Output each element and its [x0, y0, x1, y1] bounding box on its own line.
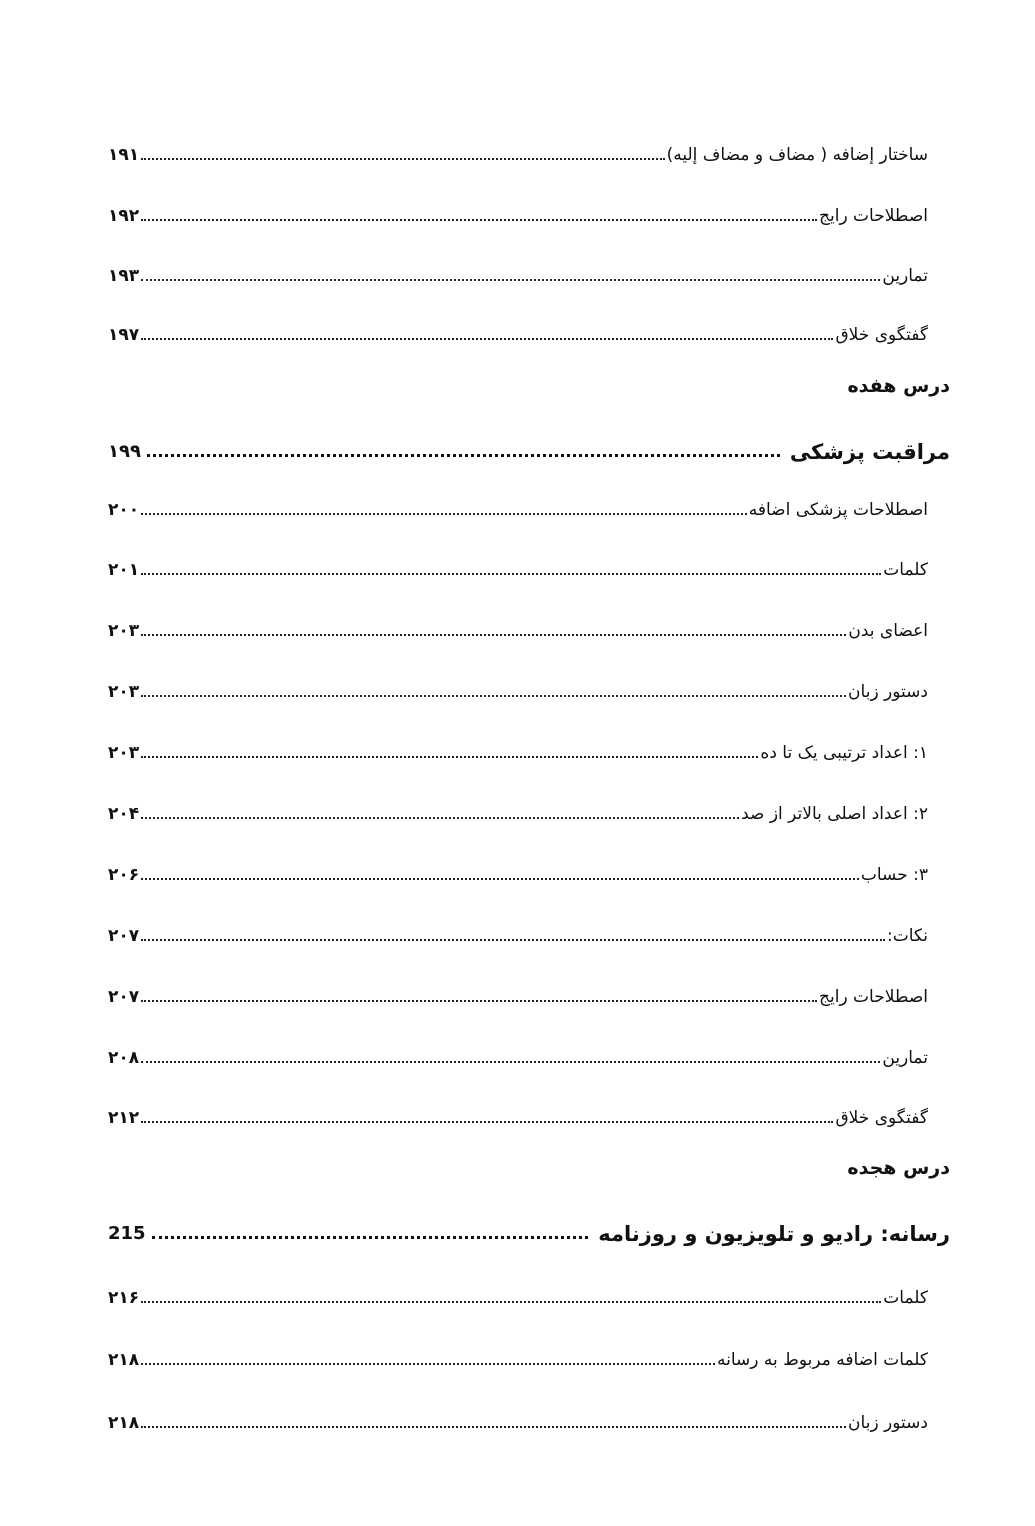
toc-chapter-entry [108, 425, 950, 465]
entry-page-number: ۲۰۳ [108, 621, 140, 641]
entry-title: گفتگوی خلاق [835, 325, 928, 345]
lesson-heading: درس هجده [847, 1157, 950, 1179]
entry-page-number: ۱۹۲ [108, 206, 140, 226]
entry-title: اصطلاحات پزشکی اضافه [748, 500, 928, 520]
leader-dots [141, 633, 846, 636]
leader-dots [141, 1120, 833, 1123]
entry-title: اصطلاحات رایج [819, 987, 928, 1007]
leader-dots [141, 816, 739, 819]
leader-dots [141, 938, 885, 941]
lesson-heading: درس هفده [847, 375, 950, 397]
toc-entry [108, 787, 928, 827]
entry-title: تمارین [882, 266, 928, 286]
entry-page-number: ۱۹۱ [108, 145, 140, 165]
entry-page-number: ۲۰۷ [108, 987, 140, 1007]
entry-page-number: ۲۰۸ [108, 1048, 140, 1068]
toc-entry [108, 308, 928, 348]
leader-dots [141, 218, 817, 221]
entry-page-number: ۲۰۷ [108, 926, 140, 946]
entry-title: ۲: اعداد اصلی بالاتر از صد [741, 804, 928, 824]
toc-entry [108, 970, 928, 1010]
chapter-page-number: ۱۹۹ [108, 441, 141, 462]
toc-entry [108, 249, 928, 289]
entry-title: اعضای بدن [848, 621, 928, 641]
entry-page-number: ۱۹۳ [108, 266, 140, 286]
toc-entry [108, 543, 928, 583]
entry-title: اصطلاحات رایج [819, 206, 928, 226]
entry-page-number: ۲۱۲ [108, 1108, 140, 1128]
leader-dots [152, 1235, 589, 1239]
entry-title: گفتگوی خلاق [835, 1108, 928, 1128]
leader-dots [141, 1425, 846, 1428]
leader-dots [141, 512, 747, 515]
leader-dots [147, 453, 780, 457]
entry-title: کلمات [883, 560, 928, 580]
leader-dots [141, 1060, 880, 1063]
entry-page-number: ۲۰۶ [108, 865, 140, 885]
leader-dots [141, 157, 664, 160]
toc-entry [108, 1091, 928, 1131]
entry-page-number: ۲۰۰ [108, 500, 140, 520]
toc-entry [108, 848, 928, 888]
toc-entry [108, 726, 928, 766]
leader-dots [141, 755, 758, 758]
entry-title: کلمات [883, 1288, 928, 1308]
chapter-title: مراقبت پزشکی [789, 440, 950, 464]
toc-chapter-entry [108, 1207, 950, 1247]
toc-entry [108, 483, 928, 523]
toc-entry [108, 909, 928, 949]
entry-title: دستور زبان [848, 1413, 928, 1433]
entry-page-number: ۲۰۴ [108, 804, 140, 824]
entry-title: ساختار إضافه ( مضاف و مضاف إليه) [666, 145, 928, 165]
leader-dots [141, 1362, 715, 1365]
toc-entry [108, 1396, 928, 1436]
entry-page-number: ۱۹۷ [108, 325, 140, 345]
toc-entry [108, 604, 928, 644]
leader-dots [141, 278, 880, 281]
toc-entry [108, 1271, 928, 1311]
entry-page-number: ۲۰۳ [108, 743, 140, 763]
leader-dots [141, 572, 881, 575]
chapter-title: رسانه: رادیو و تلویزیون و روزنامه [598, 1222, 950, 1246]
leader-dots [141, 694, 846, 697]
leader-dots [141, 877, 859, 880]
entry-title: ۳: حساب [860, 865, 928, 885]
entry-page-number: ۲۱۶ [108, 1288, 140, 1308]
entry-page-number: ۲۱۸ [108, 1350, 140, 1370]
leader-dots [141, 1300, 881, 1303]
entry-title: کلمات اضافه مربوط به رسانه [717, 1350, 928, 1370]
entry-page-number: ۲۰۳ [108, 682, 140, 702]
toc-entry [108, 1333, 928, 1373]
toc-entry [108, 128, 928, 168]
toc-entry [108, 665, 928, 705]
leader-dots [141, 999, 817, 1002]
entry-title: ۱: اعداد ترتیبی یک تا ده [760, 743, 928, 763]
toc-entry [108, 1031, 928, 1071]
entry-page-number: ۲۱۸ [108, 1413, 140, 1433]
chapter-page-number: 215 [108, 1223, 146, 1244]
leader-dots [141, 337, 833, 340]
entry-page-number: ۲۰۱ [108, 560, 140, 580]
entry-title: تمارین [882, 1048, 928, 1068]
entry-title: دستور زبان [848, 682, 928, 702]
toc-entry [108, 189, 928, 229]
entry-title: نکات: [886, 926, 928, 946]
